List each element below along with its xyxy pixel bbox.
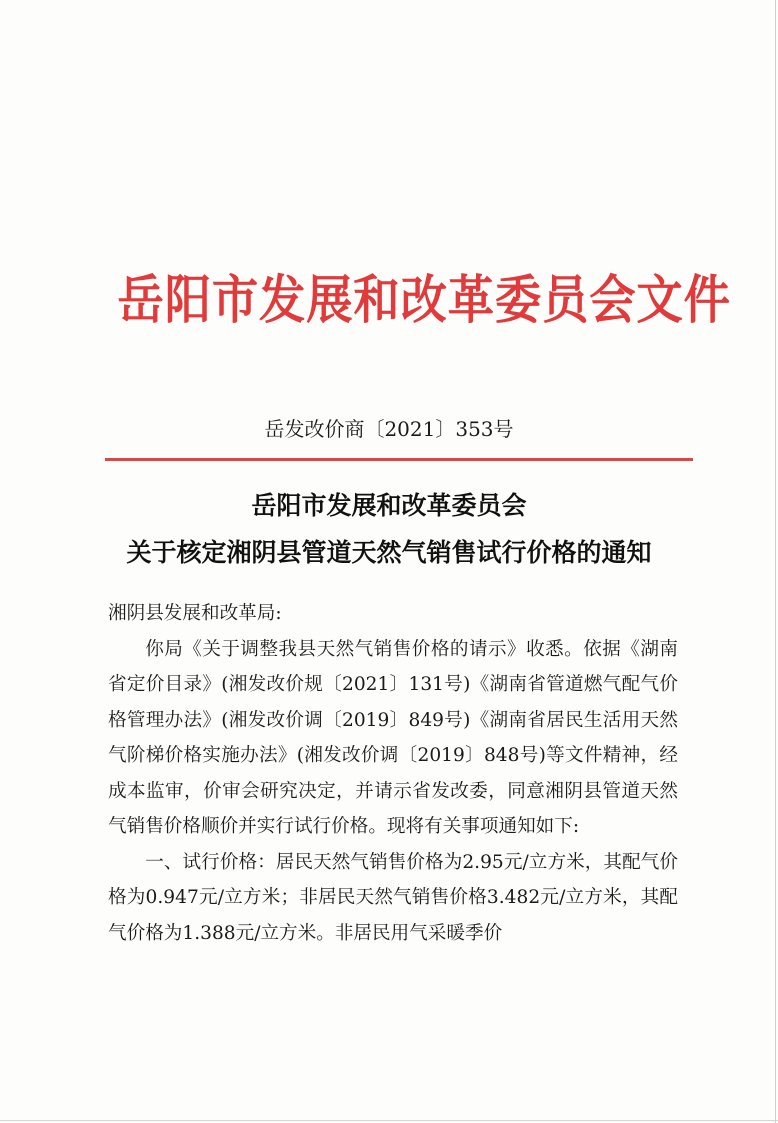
notice-title-line-2: 关于核定湘阴县管道天然气销售试行价格的通知 [126, 538, 652, 567]
scan-edge-right [775, 0, 776, 1123]
recipient-line: 湘阴县发展和改革局: [108, 603, 282, 624]
issuer-header: 岳阳市发展和改革委员会文件 [117, 270, 731, 331]
body-paragraph-1: 你局《关于调整我县天然气销售价格的请示》收悉。依据《湖南省定价目录》(湘发改价规〔2021〕131号)《湖南省管道燃气配气价格管理办法》(湘发改价调〔2019〕849号)《湖南省居民生活用天然气阶梯价格实施办法》(湘发改价调〔2019〕848号)等文件精神，经成本监审，价审会研究决定，并请示省发改委，同意湘阴县管道天然气销售价格顺价并实行试行价格。现将有关事项通知如下: [108, 638, 678, 837]
notice-title-line-1: 岳阳市发展和改革委员会 [251, 491, 527, 520]
document-number: 岳发改价商〔2021〕353号 [264, 417, 514, 441]
scan-edge-bottom [0, 1120, 778, 1121]
document-body [108, 596, 678, 951]
red-separator-line [105, 458, 693, 461]
body-paragraph-2: 一、试行价格：居民天然气销售价格为2.95元/立方米，其配气价格为0.947元/立方米；非居民天然气销售价格3.482元/立方米，其配气价格为1.388元/立方米。非居民用气采暖季价 [108, 851, 678, 944]
